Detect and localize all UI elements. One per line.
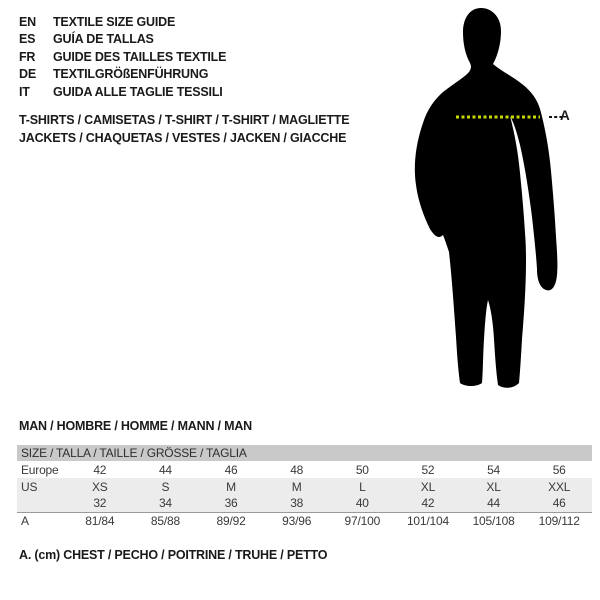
table-cell: 81/84 bbox=[67, 512, 133, 530]
category-line-tshirts: T-SHIRTS / CAMISETAS / T-SHIRT / T-SHIRT / MAGLIETTE bbox=[19, 113, 350, 127]
table-cell: 52 bbox=[421, 462, 435, 477]
table-cell: 42 bbox=[421, 496, 435, 511]
table-cell: XL bbox=[486, 479, 501, 494]
category-heading bbox=[19, 111, 349, 147]
table-cell: 101/104 bbox=[395, 512, 461, 530]
row-label: A bbox=[17, 512, 67, 530]
table-cell: 50 bbox=[355, 462, 369, 477]
language-row-es bbox=[19, 31, 226, 49]
table-cell: 42 bbox=[93, 462, 107, 477]
table-cell: 38 bbox=[290, 496, 304, 511]
language-code: ES bbox=[19, 32, 36, 47]
size-table-header: SIZE / TALLA / TAILLE / GRÖSSE / TAGLIA bbox=[17, 445, 592, 461]
table-row-uk bbox=[17, 495, 592, 512]
table-cell: 97/100 bbox=[330, 512, 396, 530]
language-legend bbox=[19, 13, 226, 101]
language-row-fr bbox=[19, 48, 226, 66]
language-code: IT bbox=[19, 84, 30, 99]
table-cell: 34 bbox=[158, 496, 172, 511]
table-cell: 48 bbox=[290, 462, 304, 477]
language-title: GUIDA ALLE TAGLIE TESSILI bbox=[53, 84, 223, 99]
table-cell: 105/108 bbox=[461, 512, 527, 530]
section-title-man: MAN / HOMBRE / HOMME / MANN / MAN bbox=[19, 419, 252, 433]
table-cell: XS bbox=[92, 479, 108, 494]
man-silhouette-path bbox=[415, 8, 558, 388]
table-cell: 54 bbox=[487, 462, 501, 477]
table-cell: 46 bbox=[224, 462, 238, 477]
language-code: EN bbox=[19, 14, 36, 29]
language-code: FR bbox=[19, 49, 36, 64]
table-cell: 85/88 bbox=[133, 512, 199, 530]
language-title: GUIDE DES TAILLES TEXTILE bbox=[53, 49, 227, 64]
table-cell: 56 bbox=[552, 462, 566, 477]
language-row-en bbox=[19, 13, 226, 31]
table-cell: 89/92 bbox=[198, 512, 264, 530]
table-cell: M bbox=[226, 479, 236, 494]
table-cell: 44 bbox=[487, 496, 501, 511]
table-cell: 44 bbox=[158, 462, 172, 477]
table-row-us bbox=[17, 478, 592, 495]
row-label bbox=[17, 495, 67, 512]
table-cell: XL bbox=[420, 479, 436, 494]
language-title: TEXTILGRÖßENFÜHRUNG bbox=[53, 67, 209, 82]
table-cell: 46 bbox=[552, 496, 566, 511]
category-line-jackets: JACKETS / CHAQUETAS / VESTES / JACKEN / GIACCHE bbox=[19, 131, 347, 145]
row-label: Europe bbox=[21, 462, 59, 477]
size-table bbox=[17, 445, 592, 530]
language-title: GUÍA DE TALLAS bbox=[53, 32, 154, 47]
measurement-a-label: A bbox=[560, 108, 570, 123]
language-row-it bbox=[19, 83, 226, 101]
man-silhouette-figure bbox=[408, 8, 578, 393]
table-row-europe bbox=[17, 461, 592, 478]
man-silhouette-svg bbox=[408, 8, 578, 393]
size-table-grid bbox=[17, 461, 592, 530]
language-row-de bbox=[19, 66, 226, 84]
table-cell: 109/112 bbox=[526, 512, 592, 530]
table-cell: M bbox=[291, 479, 302, 494]
table-cell: XXL bbox=[548, 479, 571, 494]
table-cell: 40 bbox=[355, 496, 369, 511]
table-cell: L bbox=[359, 479, 366, 494]
language-title: TEXTILE SIZE GUIDE bbox=[53, 14, 176, 29]
table-cell: 32 bbox=[93, 496, 107, 511]
row-label: US bbox=[21, 479, 38, 494]
table-cell: 36 bbox=[224, 496, 238, 511]
language-code: DE bbox=[19, 67, 36, 82]
measurement-footnote: A. (cm) CHEST / PECHO / POITRINE / TRUHE / PETTO bbox=[19, 548, 328, 562]
table-row-chest-a bbox=[17, 512, 592, 530]
table-cell: S bbox=[161, 479, 170, 494]
table-cell: 93/96 bbox=[264, 512, 330, 530]
